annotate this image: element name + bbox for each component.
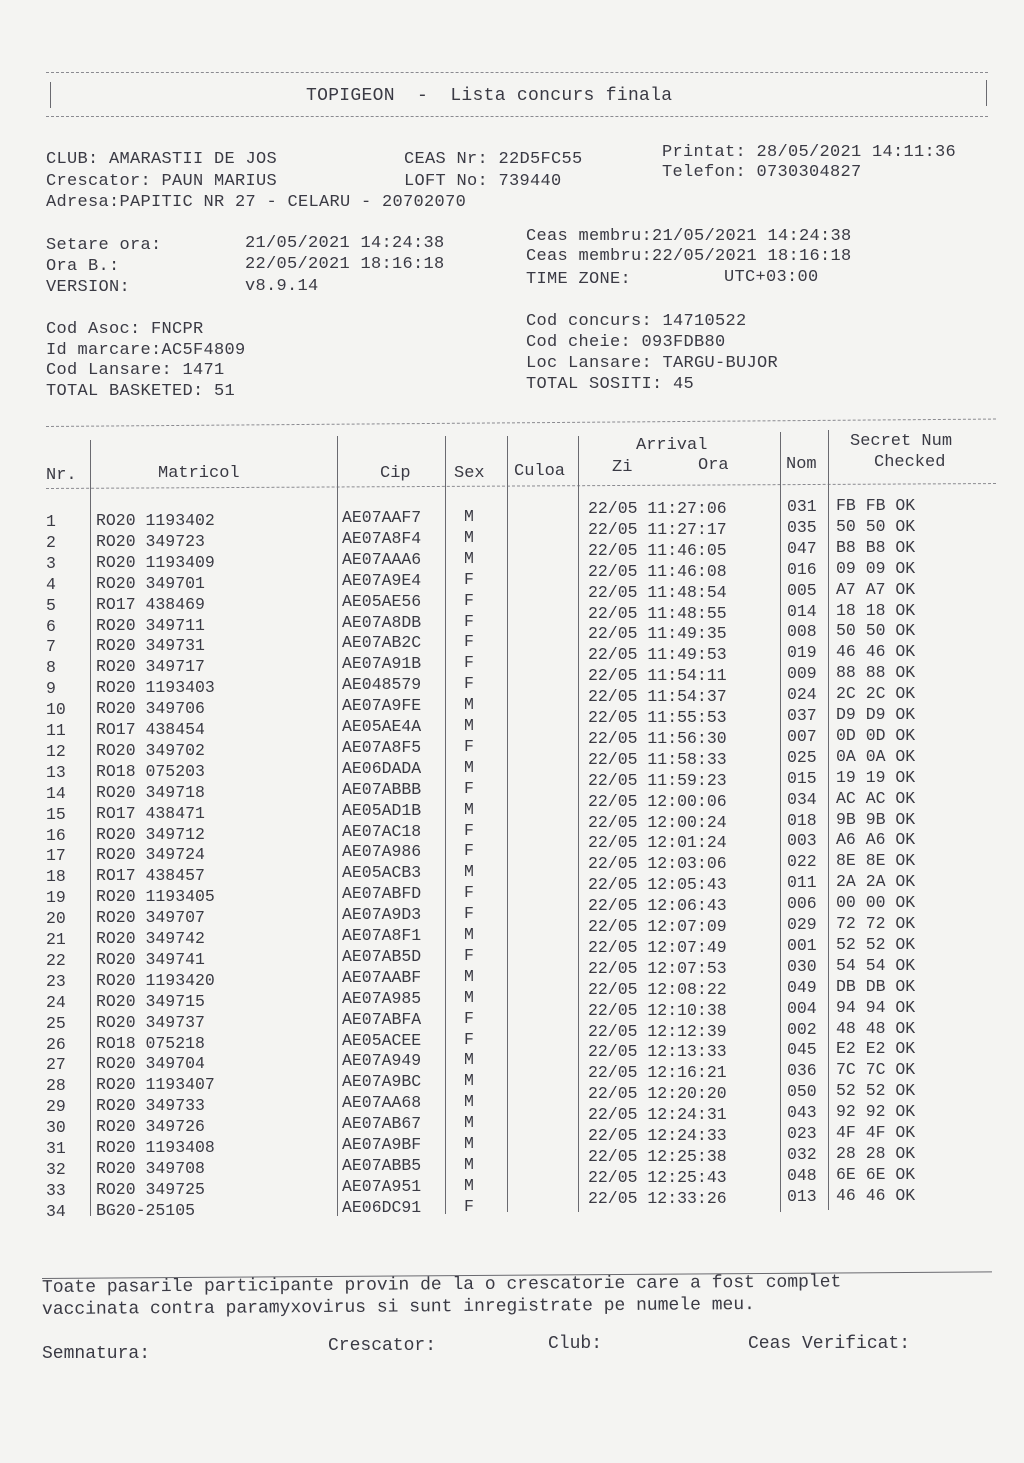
row-matricol: RO20 1193405 bbox=[96, 887, 215, 907]
row-matricol: RO20 349726 bbox=[96, 1117, 205, 1137]
setare-ora-value: 21/05/2021 14:24:38 bbox=[245, 234, 445, 253]
row-chip: AE07ABB5 bbox=[342, 1155, 422, 1175]
row-number: 21 bbox=[46, 930, 66, 949]
row-arrival: 22/05 11:56:30 bbox=[588, 728, 727, 748]
row-arrival: 22/05 11:49:35 bbox=[588, 624, 727, 644]
row-nom: 047 bbox=[787, 538, 817, 558]
time-zone-label: TIME ZONE: bbox=[526, 270, 632, 289]
row-chip: AE07ABFA bbox=[342, 1009, 422, 1029]
row-sex: F bbox=[464, 820, 474, 840]
row-arrival: 22/05 12:24:33 bbox=[588, 1126, 727, 1145]
row-chip: AE07A8F1 bbox=[342, 926, 422, 945]
row-matricol: RO20 1193408 bbox=[96, 1138, 215, 1157]
declaration-line-1: Toate pasarile participante provin de la o crescatorie care a fost complet bbox=[41, 1272, 842, 1298]
row-nom: 032 bbox=[787, 1144, 817, 1164]
row-sex: M bbox=[464, 966, 474, 986]
row-arrival: 22/05 12:16:21 bbox=[588, 1063, 727, 1083]
row-number: 8 bbox=[46, 658, 56, 678]
col-sep-nom bbox=[828, 430, 829, 1210]
row-number: 24 bbox=[46, 992, 66, 1012]
row-chip: AE07AB2C bbox=[342, 633, 422, 653]
row-matricol: RO18 075203 bbox=[96, 761, 205, 781]
row-sex: M bbox=[464, 987, 474, 1007]
title-box-bottom-border bbox=[46, 116, 988, 117]
row-number: 16 bbox=[46, 825, 66, 845]
row-nom: 049 bbox=[787, 977, 817, 997]
row-number: 14 bbox=[46, 783, 66, 803]
row-secret-check: 7C 7C OK bbox=[836, 1060, 916, 1080]
breeder-name: Crescator: PAUN MARIUS bbox=[46, 172, 278, 191]
row-arrival: 22/05 12:07:49 bbox=[588, 937, 727, 957]
row-number: 26 bbox=[46, 1034, 66, 1054]
row-chip: AE07A9BF bbox=[342, 1135, 422, 1154]
declaration-line-2: vaccinata contra paramyxovirus si sunt inregistrate pe numele meu. bbox=[41, 1295, 755, 1320]
ora-b-value: 22/05/2021 18:16:18 bbox=[245, 255, 445, 274]
row-chip: AE07A8F4 bbox=[342, 528, 422, 548]
row-matricol: RO20 349742 bbox=[96, 929, 205, 948]
row-chip: AE05AD1B bbox=[342, 800, 422, 820]
row-arrival: 22/05 11:27:17 bbox=[588, 519, 727, 539]
row-number: 25 bbox=[46, 1013, 66, 1033]
row-nom: 008 bbox=[787, 622, 817, 642]
row-nom: 019 bbox=[787, 643, 817, 663]
row-secret-check: D9 D9 OK bbox=[836, 705, 916, 724]
header-matricol: Matricol bbox=[158, 464, 240, 483]
row-nom: 036 bbox=[787, 1061, 817, 1081]
row-number: 10 bbox=[46, 700, 66, 720]
row-number: 11 bbox=[46, 721, 66, 740]
row-secret-check: 9B 9B OK bbox=[836, 809, 916, 829]
row-arrival: 22/05 12:13:33 bbox=[588, 1042, 727, 1062]
row-sex: M bbox=[464, 799, 474, 819]
row-chip: AE07A9BC bbox=[342, 1072, 422, 1092]
header-ora: Ora bbox=[698, 456, 729, 475]
row-nom: 011 bbox=[787, 873, 817, 893]
header-culoa: Culoa bbox=[514, 462, 566, 481]
row-arrival: 22/05 12:10:38 bbox=[588, 1000, 727, 1020]
row-chip: AE07A9E4 bbox=[342, 570, 422, 590]
row-secret-check: A7 A7 OK bbox=[836, 579, 916, 599]
row-number: 34 bbox=[46, 1201, 66, 1221]
row-chip: AE07ABBB bbox=[342, 779, 422, 799]
row-chip: AE07A9FE bbox=[342, 696, 422, 716]
row-secret-check: E2 E2 OK bbox=[836, 1039, 916, 1059]
row-arrival: 22/05 12:05:43 bbox=[588, 875, 727, 895]
row-secret-check: 2C 2C OK bbox=[836, 684, 916, 704]
row-number: 18 bbox=[46, 867, 66, 887]
row-matricol: RO20 349702 bbox=[96, 740, 205, 760]
row-chip: AE07AAF7 bbox=[342, 508, 422, 527]
row-matricol: BG20-25105 bbox=[96, 1200, 196, 1220]
row-chip: AE048579 bbox=[342, 675, 422, 695]
row-chip: AE05AE4A bbox=[342, 717, 422, 736]
row-nom: 016 bbox=[787, 559, 817, 579]
row-sex: M bbox=[464, 1050, 474, 1070]
title-box-right-border bbox=[986, 80, 987, 106]
row-secret-check: 72 72 OK bbox=[836, 914, 916, 933]
row-sex: F bbox=[464, 1196, 474, 1216]
col-sep-matricol bbox=[337, 436, 338, 1216]
row-arrival: 22/05 11:59:23 bbox=[588, 770, 727, 790]
row-arrival: 22/05 11:46:05 bbox=[588, 540, 727, 560]
row-matricol: RO20 349731 bbox=[96, 636, 205, 656]
member-clock-2: Ceas membru:22/05/2021 18:16:18 bbox=[526, 247, 852, 266]
title-box-left-border bbox=[50, 82, 51, 108]
row-nom: 004 bbox=[787, 998, 817, 1018]
row-nom: 050 bbox=[787, 1082, 817, 1102]
row-sex: F bbox=[464, 1029, 474, 1049]
version-value: v8.9.14 bbox=[245, 277, 319, 296]
row-arrival: 22/05 11:58:33 bbox=[588, 749, 727, 769]
row-secret-check: 52 52 OK bbox=[836, 1081, 916, 1101]
row-sex: M bbox=[464, 1071, 474, 1091]
row-number: 17 bbox=[46, 846, 66, 866]
row-sex: M bbox=[464, 862, 474, 882]
row-matricol: RO20 349718 bbox=[96, 782, 205, 802]
row-arrival: 22/05 12:33:26 bbox=[588, 1188, 727, 1208]
row-arrival: 22/05 12:06:43 bbox=[588, 896, 727, 916]
row-matricol: RO20 349708 bbox=[96, 1158, 205, 1178]
phone-number: Telefon: 0730304827 bbox=[662, 163, 862, 182]
row-nom: 022 bbox=[787, 852, 817, 872]
row-arrival: 22/05 12:07:09 bbox=[588, 917, 727, 936]
row-number: 29 bbox=[46, 1097, 66, 1117]
version-label: VERSION: bbox=[46, 278, 131, 297]
row-sex: F bbox=[464, 632, 474, 652]
row-nom: 037 bbox=[787, 706, 817, 725]
row-number: 1 bbox=[46, 512, 56, 531]
row-secret-check: 94 94 OK bbox=[836, 997, 916, 1017]
row-nom: 015 bbox=[787, 768, 817, 788]
row-sex: F bbox=[464, 945, 474, 965]
row-arrival: 22/05 12:00:24 bbox=[588, 812, 727, 832]
row-chip: AE07ABFD bbox=[342, 884, 422, 904]
row-chip: AE05ACEE bbox=[342, 1030, 422, 1050]
row-matricol: RO20 1193403 bbox=[96, 678, 215, 698]
row-sex: M bbox=[464, 548, 474, 568]
row-secret-check: 8E 8E OK bbox=[836, 851, 916, 871]
row-number: 23 bbox=[46, 971, 66, 991]
total-arrived: TOTAL SOSITI: 45 bbox=[526, 375, 695, 394]
release-location: Loc Lansare: TARGU-BUJOR bbox=[526, 354, 779, 373]
col-sep-nr bbox=[90, 440, 91, 1216]
row-sex: M bbox=[464, 757, 474, 777]
row-matricol: RO20 349704 bbox=[96, 1054, 205, 1074]
row-secret-check: 28 28 OK bbox=[836, 1143, 916, 1163]
row-nom: 018 bbox=[787, 810, 817, 830]
row-number: 20 bbox=[46, 909, 66, 929]
row-chip: AE07AAA6 bbox=[342, 549, 422, 569]
header-sex: Sex bbox=[454, 464, 485, 483]
row-matricol: RO20 349725 bbox=[96, 1179, 205, 1199]
race-code: Cod concurs: 14710522 bbox=[526, 312, 747, 331]
row-nom: 001 bbox=[787, 935, 817, 955]
row-secret-check: 50 50 OK bbox=[836, 621, 916, 641]
row-nom: 031 bbox=[787, 497, 817, 516]
header-zi: Zi bbox=[612, 458, 633, 477]
signature-label: Semnatura: bbox=[42, 1344, 151, 1364]
row-secret-check: 2A 2A OK bbox=[836, 872, 916, 892]
row-arrival: 22/05 12:25:43 bbox=[588, 1167, 727, 1187]
row-number: 6 bbox=[46, 616, 56, 636]
row-secret-check: 92 92 OK bbox=[836, 1102, 916, 1122]
row-secret-check: 46 46 OK bbox=[836, 1185, 916, 1205]
row-secret-check: 46 46 OK bbox=[836, 642, 916, 662]
ora-b-label: Ora B.: bbox=[46, 257, 120, 276]
row-chip: AE07A8DB bbox=[342, 612, 422, 632]
report-title: TOPIGEON - Lista concurs finala bbox=[306, 86, 673, 106]
row-arrival: 22/05 11:48:54 bbox=[588, 582, 727, 602]
title-box-top-border bbox=[46, 72, 988, 73]
row-sex: F bbox=[464, 653, 474, 673]
row-secret-check: 88 88 OK bbox=[836, 663, 916, 683]
row-nom: 034 bbox=[787, 789, 817, 809]
breeder-address: Adresa:PAPITIC NR 27 - CELARU - 20702070 bbox=[46, 193, 467, 212]
table-header-divider bbox=[46, 483, 996, 489]
row-secret-check: 52 52 OK bbox=[836, 934, 916, 954]
row-secret-check: 6E 6E OK bbox=[836, 1164, 916, 1184]
row-matricol: RO20 349723 bbox=[96, 531, 205, 551]
row-chip: AE07A985 bbox=[342, 988, 422, 1008]
release-code: Cod Lansare: 1471 bbox=[46, 361, 225, 380]
row-sex: F bbox=[464, 1008, 474, 1028]
row-matricol: RO20 349717 bbox=[96, 657, 205, 677]
row-arrival: 22/05 11:54:11 bbox=[588, 666, 727, 686]
row-matricol: RO20 349724 bbox=[96, 845, 205, 865]
print-date: Printat: 28/05/2021 14:11:36 bbox=[662, 143, 957, 162]
row-nom: 025 bbox=[787, 747, 817, 767]
row-arrival: 22/05 11:27:06 bbox=[588, 499, 727, 518]
row-arrival: 22/05 11:55:53 bbox=[588, 708, 727, 727]
club-signature-label: Club: bbox=[548, 1334, 603, 1354]
row-number: 32 bbox=[46, 1159, 66, 1179]
row-arrival: 22/05 12:00:06 bbox=[588, 791, 727, 811]
row-number: 31 bbox=[46, 1139, 66, 1158]
row-sex: M bbox=[464, 507, 474, 526]
row-sex: M bbox=[464, 1092, 474, 1112]
col-sep-culoa bbox=[578, 436, 579, 1212]
row-number: 19 bbox=[46, 888, 66, 908]
row-number: 9 bbox=[46, 679, 56, 699]
row-number: 12 bbox=[46, 741, 66, 761]
row-number: 13 bbox=[46, 762, 66, 782]
row-nom: 007 bbox=[787, 726, 817, 746]
row-number: 3 bbox=[46, 553, 56, 573]
row-nom: 006 bbox=[787, 894, 817, 914]
row-chip: AE07A91B bbox=[342, 654, 422, 674]
row-secret-check: 48 48 OK bbox=[836, 1018, 916, 1038]
row-nom: 024 bbox=[787, 685, 817, 705]
row-number: 5 bbox=[46, 595, 56, 615]
key-code: Cod cheie: 093FDB80 bbox=[526, 333, 726, 352]
row-arrival: 22/05 12:20:20 bbox=[588, 1084, 727, 1104]
row-matricol: RO20 349701 bbox=[96, 573, 205, 593]
row-sex: M bbox=[464, 716, 474, 735]
row-number: 2 bbox=[46, 532, 56, 552]
row-matricol: RO20 1193402 bbox=[96, 511, 215, 530]
row-matricol: RO20 349706 bbox=[96, 699, 205, 719]
row-number: 30 bbox=[46, 1118, 66, 1138]
row-sex: F bbox=[464, 883, 474, 903]
row-secret-check: 00 00 OK bbox=[836, 893, 916, 913]
row-matricol: RO17 438454 bbox=[96, 720, 205, 739]
row-nom: 048 bbox=[787, 1165, 817, 1185]
row-arrival: 22/05 12:25:38 bbox=[588, 1146, 727, 1166]
row-number: 15 bbox=[46, 804, 66, 824]
club-name: CLUB: AMARASTII DE JOS bbox=[46, 150, 278, 169]
row-chip: AE07AABF bbox=[342, 967, 422, 987]
total-basketed: TOTAL BASKETED: 51 bbox=[46, 382, 236, 401]
header-cip: Cip bbox=[380, 464, 411, 483]
col-sep-arrival bbox=[780, 432, 781, 1212]
row-nom: 035 bbox=[787, 517, 817, 537]
row-sex: M bbox=[464, 1154, 474, 1174]
clock-number: CEAS Nr: 22D5FC55 bbox=[404, 150, 583, 169]
row-sex: F bbox=[464, 674, 474, 694]
row-secret-check: 0D 0D OK bbox=[836, 725, 916, 745]
row-arrival: 22/05 12:24:31 bbox=[588, 1105, 727, 1125]
loft-number: LOFT No: 739440 bbox=[404, 172, 562, 191]
row-matricol: RO20 1193420 bbox=[96, 970, 215, 990]
row-arrival: 22/05 12:07:53 bbox=[588, 958, 727, 978]
row-secret-check: AC AC OK bbox=[836, 788, 916, 808]
row-nom: 014 bbox=[787, 601, 817, 621]
row-sex: M bbox=[464, 527, 474, 547]
setare-ora-label: Setare ora: bbox=[46, 236, 162, 255]
row-secret-check: B8 B8 OK bbox=[836, 537, 916, 557]
row-matricol: RO17 438469 bbox=[96, 594, 205, 614]
row-chip: AE05AE56 bbox=[342, 591, 422, 611]
row-secret-check: A6 A6 OK bbox=[836, 830, 916, 850]
row-matricol: RO20 1193409 bbox=[96, 552, 215, 572]
row-matricol: RO20 1193407 bbox=[96, 1075, 215, 1095]
row-sex: F bbox=[464, 569, 474, 589]
association-code: Cod Asoc: FNCPR bbox=[46, 320, 204, 339]
row-number: 7 bbox=[46, 637, 56, 657]
row-arrival: 22/05 11:49:53 bbox=[588, 645, 727, 665]
row-arrival: 22/05 11:48:55 bbox=[588, 603, 727, 623]
row-number: 33 bbox=[46, 1180, 66, 1200]
row-chip: AE06DC91 bbox=[342, 1197, 422, 1217]
row-matricol: RO17 438457 bbox=[96, 866, 205, 886]
header-nom: Nom bbox=[786, 455, 817, 474]
clock-verified-label: Ceas Verificat: bbox=[748, 1334, 911, 1354]
row-secret-check: 18 18 OK bbox=[836, 600, 916, 620]
row-matricol: RO20 349715 bbox=[96, 991, 205, 1011]
row-nom: 005 bbox=[787, 580, 817, 600]
row-nom: 009 bbox=[787, 664, 817, 684]
row-nom: 023 bbox=[787, 1124, 817, 1143]
row-nom: 029 bbox=[787, 915, 817, 934]
row-secret-check: 09 09 OK bbox=[836, 558, 916, 578]
header-nr: Nr. bbox=[46, 466, 77, 485]
row-matricol: RO20 349737 bbox=[96, 1012, 205, 1032]
row-secret-check: DB DB OK bbox=[836, 976, 916, 996]
row-number: 28 bbox=[46, 1076, 66, 1096]
header-arrival: Arrival bbox=[636, 436, 708, 455]
row-chip: AE07AC18 bbox=[342, 821, 422, 841]
row-matricol: RO20 349707 bbox=[96, 908, 205, 928]
row-chip: AE07A8F5 bbox=[342, 737, 422, 757]
row-sex: M bbox=[464, 1113, 474, 1133]
row-arrival: 22/05 12:12:39 bbox=[588, 1021, 727, 1041]
time-zone-value: UTC+03:00 bbox=[724, 268, 819, 287]
row-arrival: 22/05 12:01:24 bbox=[588, 833, 727, 853]
row-chip: AE07AA68 bbox=[342, 1093, 422, 1113]
col-sep-sex bbox=[507, 436, 508, 1212]
row-chip: AE07AB5D bbox=[342, 946, 422, 966]
header-checked: Checked bbox=[874, 453, 946, 472]
row-number: 22 bbox=[46, 950, 66, 970]
row-sex: F bbox=[464, 904, 474, 924]
row-chip: AE05ACB3 bbox=[342, 863, 422, 883]
row-nom: 013 bbox=[787, 1186, 817, 1206]
row-chip: AE07A951 bbox=[342, 1176, 422, 1196]
row-matricol: RO18 075218 bbox=[96, 1033, 205, 1053]
table-top-border bbox=[46, 419, 996, 427]
row-secret-check: 50 50 OK bbox=[836, 516, 916, 536]
row-matricol: RO20 349733 bbox=[96, 1096, 205, 1116]
row-sex: F bbox=[464, 590, 474, 610]
row-number: 4 bbox=[46, 574, 56, 594]
row-secret-check: 4F 4F OK bbox=[836, 1123, 916, 1142]
marking-id: Id marcare:AC5F4809 bbox=[46, 341, 246, 360]
row-sex: F bbox=[464, 611, 474, 631]
row-matricol: RO20 349741 bbox=[96, 949, 205, 969]
row-sex: F bbox=[464, 736, 474, 756]
row-nom: 045 bbox=[787, 1040, 817, 1060]
row-nom: 002 bbox=[787, 1019, 817, 1039]
row-sex: M bbox=[464, 1175, 474, 1195]
row-sex: F bbox=[464, 841, 474, 861]
row-nom: 003 bbox=[787, 831, 817, 851]
row-secret-check: FB FB OK bbox=[836, 496, 916, 515]
row-secret-check: 0A 0A OK bbox=[836, 746, 916, 766]
row-sex: F bbox=[464, 778, 474, 798]
row-chip: AE07A986 bbox=[342, 842, 422, 862]
row-sex: M bbox=[464, 925, 474, 944]
row-arrival: 22/05 12:08:22 bbox=[588, 979, 727, 999]
row-chip: AE07AB67 bbox=[342, 1114, 422, 1134]
row-nom: 043 bbox=[787, 1103, 817, 1123]
member-clock-1: Ceas membru:21/05/2021 14:24:38 bbox=[526, 227, 852, 246]
row-sex: M bbox=[464, 1134, 474, 1153]
col-sep-cip bbox=[445, 436, 446, 1214]
row-arrival: 22/05 11:54:37 bbox=[588, 687, 727, 707]
row-nom: 030 bbox=[787, 956, 817, 976]
row-secret-check: 54 54 OK bbox=[836, 955, 916, 975]
breeder-signature-label: Crescator: bbox=[328, 1336, 437, 1356]
row-number: 27 bbox=[46, 1055, 66, 1075]
row-chip: AE06DADA bbox=[342, 758, 422, 778]
row-chip: AE07A949 bbox=[342, 1051, 422, 1071]
header-secret-num: Secret Num bbox=[850, 432, 953, 451]
row-arrival: 22/05 12:03:06 bbox=[588, 854, 727, 874]
row-matricol: RO17 438471 bbox=[96, 803, 205, 823]
row-chip: AE07A9D3 bbox=[342, 905, 422, 925]
row-sex: M bbox=[464, 695, 474, 715]
row-secret-check: 19 19 OK bbox=[836, 767, 916, 787]
row-matricol: RO20 349711 bbox=[96, 615, 205, 635]
row-arrival: 22/05 11:46:08 bbox=[588, 561, 727, 581]
row-matricol: RO20 349712 bbox=[96, 824, 205, 844]
